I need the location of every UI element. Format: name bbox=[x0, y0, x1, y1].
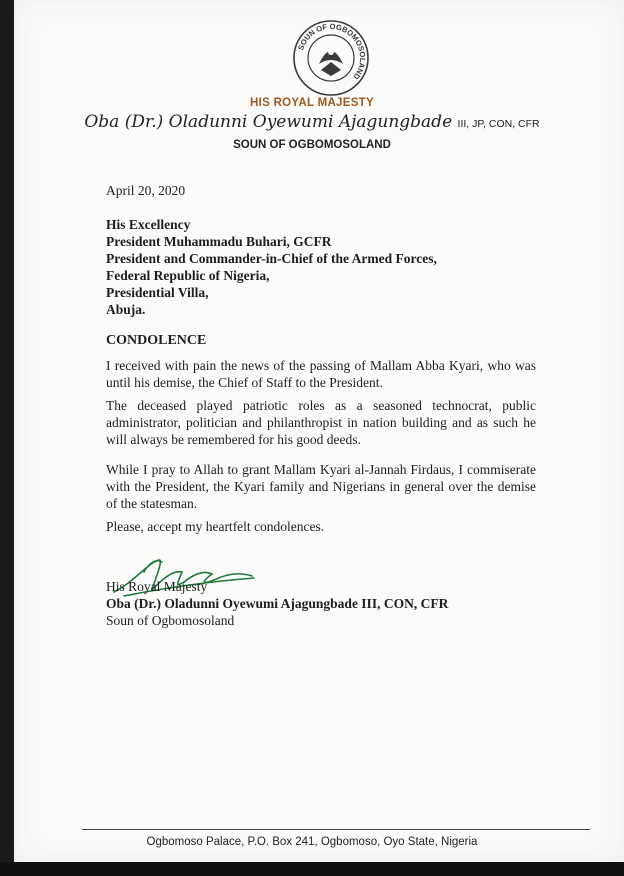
signoff-name: Oba (Dr.) Oladunni Oyewumi Ajagungbade III, CON, CFR bbox=[106, 596, 449, 611]
letterhead-name bbox=[0, 112, 624, 132]
body-paragraph: I received with pain the news of the passing of Mallam Abba Kyari, who was until his demise, the Chief of Staff to the President. bbox=[106, 358, 536, 390]
royal-crest-logo bbox=[291, 18, 371, 98]
recipient-line: His Excellency bbox=[106, 217, 191, 232]
letterhead-title: HIS ROYAL MAJESTY bbox=[250, 97, 374, 109]
body-paragraph: The deceased played patriotic roles as a seasoned technocrat, public administrator, politician and philanthropist in nation building and as such he will always be remembered for his good deeds. bbox=[106, 398, 536, 447]
recipient-line: Presidential Villa, bbox=[106, 285, 209, 300]
page-edge bbox=[0, 862, 624, 876]
signoff-office: Soun of Ogbomosoland bbox=[106, 613, 235, 628]
body-paragraph: Please, accept my heartfelt condolences. bbox=[106, 519, 325, 534]
letterhead-name-text: Oba (Dr.) Oladunni Oyewumi Ajagungbade bbox=[84, 112, 453, 132]
footer-address: Ogbomoso Palace, P.O. Box 241, Ogbomoso, Oyo State, Nigeria bbox=[146, 836, 478, 848]
letterhead-office: SOUN OF OGBOMOSOLAND bbox=[233, 139, 391, 151]
recipient-line: Federal Republic of Nigeria, bbox=[106, 268, 270, 283]
recipient-line: President Muhammadu Buhari, GCFR bbox=[106, 234, 332, 249]
letter-subject: CONDOLENCE bbox=[106, 333, 207, 348]
letter-date: April 20, 2020 bbox=[106, 183, 186, 198]
letterhead-honours: III, JP, CON, CFR bbox=[457, 118, 540, 130]
body-paragraph: While I pray to Allah to grant Mallam Kyari al-Jannah Firdaus, I commiserate with the President, the Kyari family and Nigerians in general over the demise of the statesman. bbox=[106, 462, 536, 511]
signoff-title: His Royal Majesty bbox=[106, 579, 208, 594]
footer-divider bbox=[82, 829, 590, 830]
recipient-line: President and Commander-in-Chief of the Armed Forces, bbox=[106, 251, 437, 266]
crest-ring-text: SOUN OF OGBOMOSOLAND bbox=[296, 21, 368, 82]
recipient-line: Abuja. bbox=[106, 302, 146, 317]
